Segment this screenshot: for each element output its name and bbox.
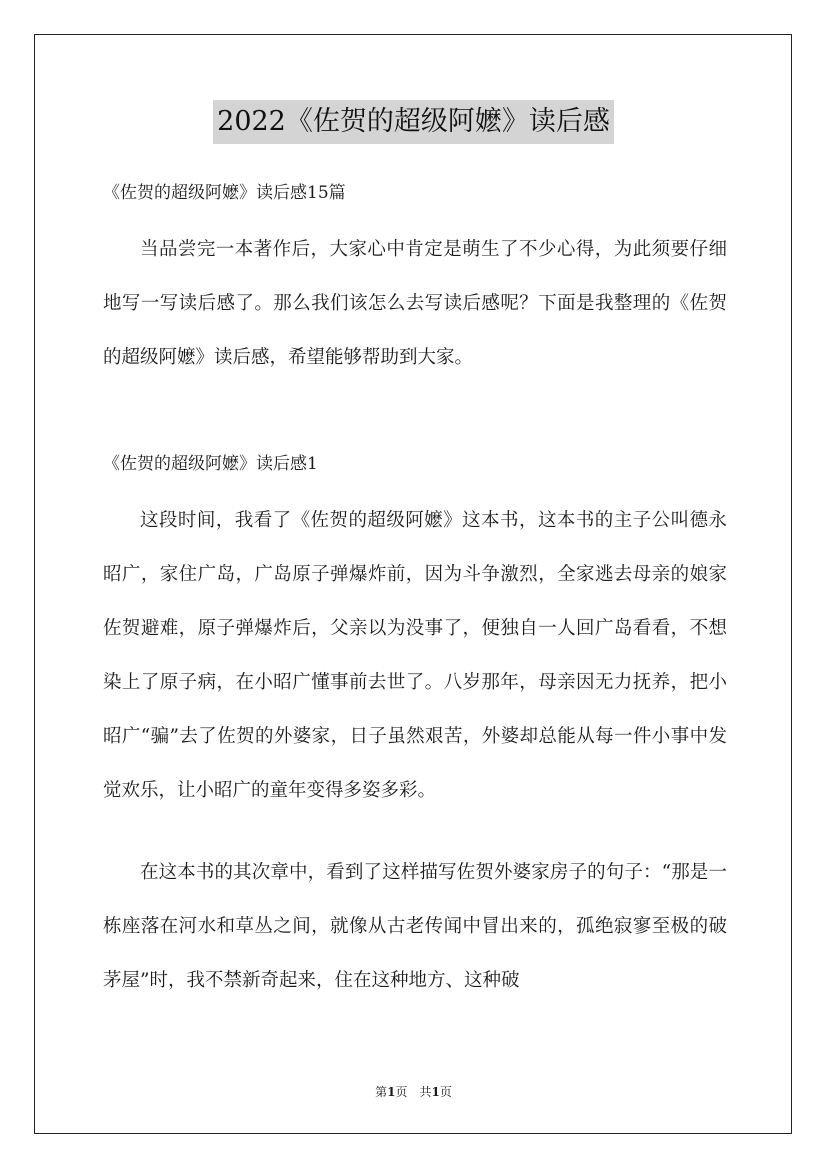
document-title: 2022《佐贺的超级阿嬷》读后感: [213, 100, 614, 144]
page-number: 1: [387, 1085, 396, 1099]
title-container: [0, 100, 827, 144]
intro-paragraph: 当品尝完一本著作后，大家心中肯定是萌生了不少心得，为此须要仔细地写一写读后感了。那么我们该怎么去写读后感呢？下面是我整理的《佐贺的超级阿嬷》读后感，希望能够帮助到大家。: [103, 239, 727, 368]
document-subtitle: 《佐贺的超级阿嬷》读后感15篇: [103, 183, 346, 203]
footer-middle: 页 共: [395, 1085, 432, 1099]
footer-suffix: 页: [439, 1085, 452, 1099]
section-heading: 《佐贺的超级阿嬷》读后感1: [103, 454, 318, 474]
page-total: 1: [431, 1085, 440, 1099]
body-paragraph: 这段时间，我看了《佐贺的超级阿嬷》这本书，这本书的主子公叫德永昭广，家住广岛，广岛原子弹爆炸前，因为斗争激烈，全家逃去母亲的娘家佐贺避难，原子弹爆炸后，父亲以为没事了，便独自一人回广岛看看，不想染上了原子病，在小昭广懂事前去世了。八岁那年，母亲因无力抚养，把小昭广“骗”去了佐贺的外婆家，日子虽然艰苦，外婆却总能从每一件小事中发觉欢乐，让小昭广的童年变得多姿多彩。: [103, 510, 727, 801]
footer-prefix: 第: [375, 1085, 388, 1099]
page-footer: [0, 1083, 827, 1101]
body-paragraph: 在这本书的其次章中，看到了这样描写佐贺外婆家房子的句子：“那是一栋座落在河水和草丛之间，就像从古老传闻中冒出来的，孤绝寂寥至极的破茅屋”时，我不禁新奇起来，住在这种地方、这种破: [103, 862, 727, 991]
